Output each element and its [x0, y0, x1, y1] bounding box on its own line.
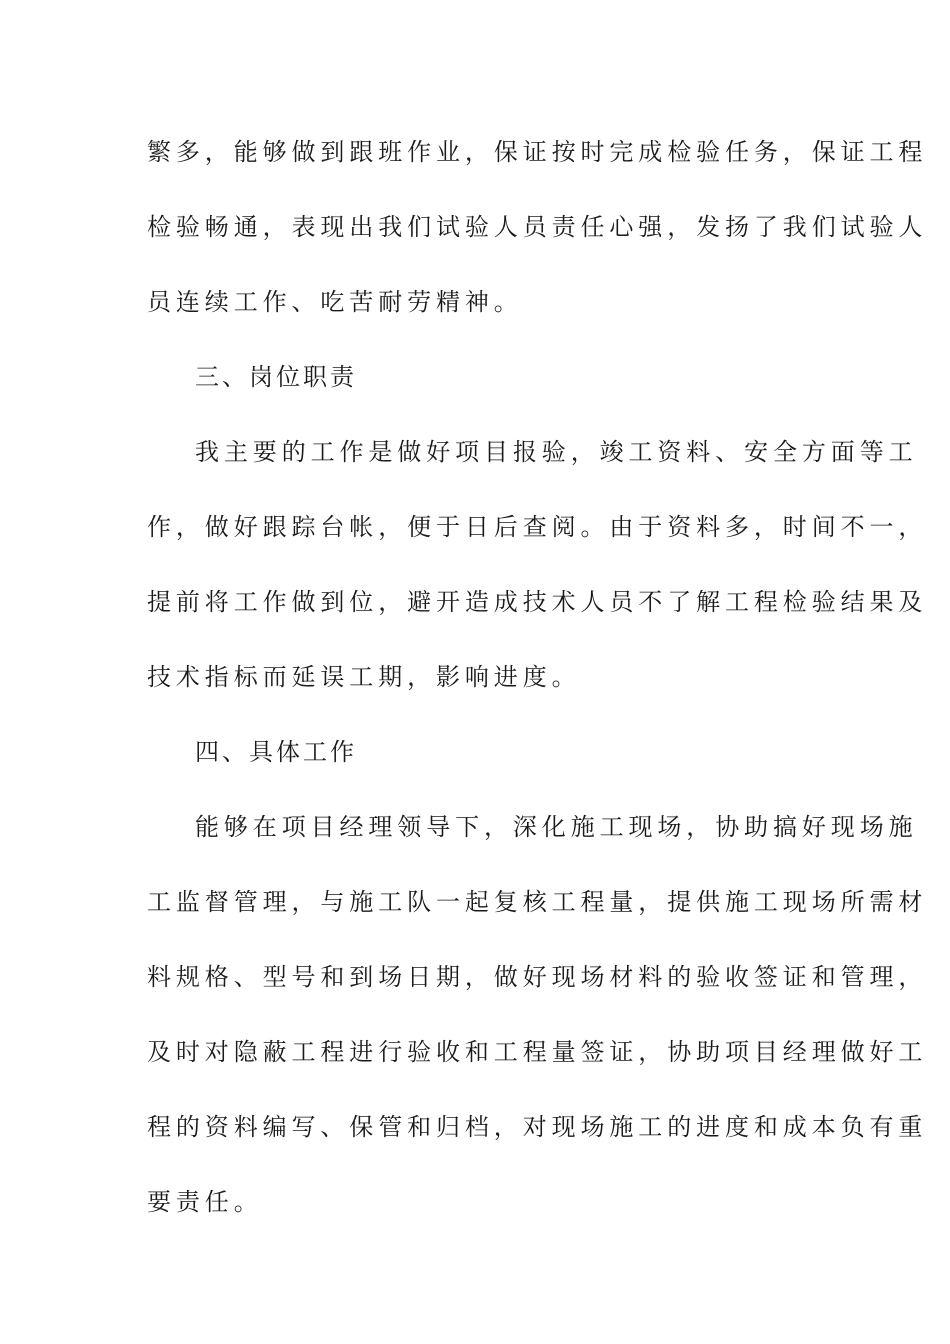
- paragraph-line: 繁多，能够做到跟班作业，保证按时完成检验任务，保证工程: [147, 138, 928, 166]
- paragraph-line: 作，做好跟踪台帐，便于日后查阅。由于资料多，时间不一，: [147, 513, 928, 541]
- paragraph-line: 技术指标而延误工期，影响进度。: [147, 663, 581, 691]
- paragraph-line: 提前将工作做到位，避开造成技术人员不了解工程检验结果及: [147, 588, 928, 616]
- paragraph-line: 检验畅通，表现出我们试验人员责任心强，发扬了我们试验人: [147, 213, 928, 241]
- paragraph-line: 能够在项目经理领导下，深化施工现场，协助搞好现场施: [195, 813, 918, 841]
- section-heading-job-duties: 三、岗位职责: [195, 363, 357, 391]
- paragraph-line: 我主要的工作是做好项目报验，竣工资料、安全方面等工: [195, 438, 918, 466]
- paragraph-line: 要责任。: [147, 1188, 263, 1216]
- paragraph-line: 员连续工作、吃苦耐劳精神。: [147, 288, 523, 316]
- section-heading-specific-work: 四、具体工作: [195, 738, 357, 766]
- paragraph-line: 程的资料编写、保管和归档，对现场施工的进度和成本负有重: [147, 1113, 928, 1141]
- paragraph-line: 及时对隐蔽工程进行验收和工程量签证，协助项目经理做好工: [147, 1038, 928, 1066]
- paragraph-line: 工监督管理，与施工队一起复核工程量，提供施工现场所需材: [147, 888, 928, 916]
- paragraph-line: 料规格、型号和到场日期，做好现场材料的验收签证和管理，: [147, 963, 928, 991]
